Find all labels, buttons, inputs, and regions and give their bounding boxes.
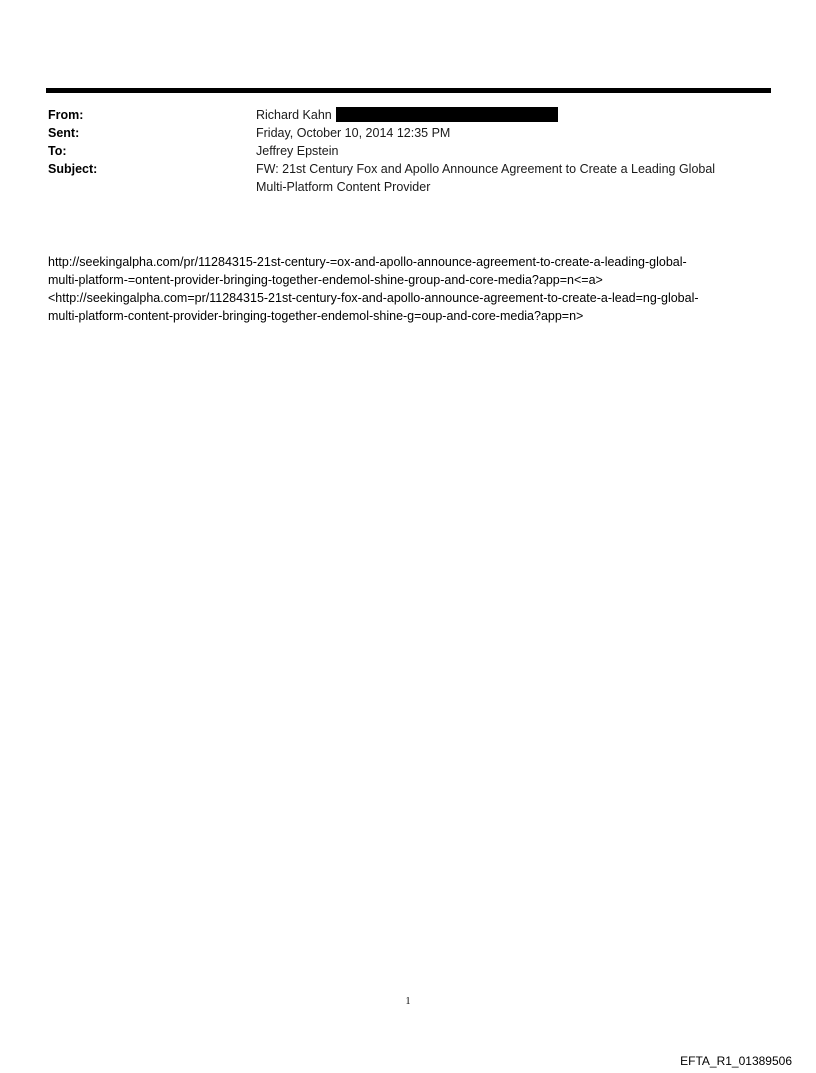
to-label: To: — [48, 144, 67, 158]
subject-line-1: FW: 21st Century Fox and Apollo Announce Agreement to Create a Leading Global — [256, 162, 716, 176]
to-row — [48, 142, 768, 160]
body-link-line[interactable]: <http://seekingalpha.com=pr/11284315-21st-century-fox-and-apollo-announce-agreement-to-create-a-lead=ng-global- — [48, 291, 699, 305]
body-link-line[interactable]: multi-platform-content-provider-bringing-together-endemol-shine-g=oup-and-core-media?app=n> — [48, 309, 584, 323]
redaction-box — [336, 107, 558, 122]
document-id: EFTA_R1_01389506 — [680, 1054, 792, 1068]
from-label: From: — [48, 108, 84, 122]
to-value: Jeffrey Epstein — [256, 144, 339, 158]
subject-label: Subject: — [48, 162, 98, 176]
header-divider — [46, 88, 771, 93]
body-link-line[interactable]: multi-platform-=ontent-provider-bringing-together-endemol-shine-group-and-core-media?app=n<=a> — [48, 273, 603, 287]
from-value — [256, 106, 768, 124]
sent-value: Friday, October 10, 2014 12:35 PM — [256, 126, 451, 140]
sender-name: Richard Kahn — [256, 108, 332, 122]
from-row — [48, 106, 768, 124]
page-number: 1 — [405, 996, 411, 1007]
sent-row — [48, 124, 768, 142]
email-body — [48, 253, 778, 325]
subject-row — [48, 160, 768, 196]
email-header — [48, 106, 768, 196]
sent-label: Sent: — [48, 126, 80, 140]
body-link-line[interactable]: http://seekingalpha.com/pr/11284315-21st-century-=ox-and-apollo-announce-agreement-to-create-a-leading-global- — [48, 255, 687, 269]
subject-line-2: Multi-Platform Content Provider — [256, 180, 431, 194]
subject-value — [256, 160, 768, 196]
